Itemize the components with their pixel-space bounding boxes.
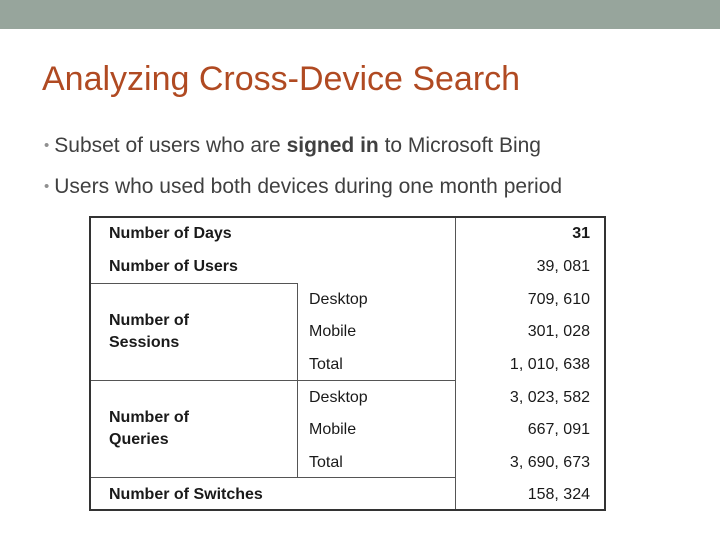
days-value: 31	[572, 225, 590, 242]
column-divider	[455, 218, 456, 509]
stats-table	[89, 216, 606, 511]
queries-desktop-label: Desktop	[309, 389, 368, 406]
switches-value: 158, 324	[527, 486, 590, 503]
sessions-total-label: Total	[309, 356, 343, 373]
sessions-desktop-label: Desktop	[309, 291, 368, 308]
sessions-mobile-value: 301, 028	[527, 323, 590, 340]
bullet-text: Subset of users who are	[54, 134, 287, 157]
queries-total-label: Total	[309, 454, 343, 471]
bullet-text: to Microsoft Bing	[378, 134, 541, 157]
bullet-dot-icon: •	[44, 137, 50, 154]
bullet-dot-icon: •	[44, 178, 50, 195]
queries-mobile-value: 667, 091	[527, 421, 590, 438]
queries-mobile-label: Mobile	[309, 421, 357, 438]
users-value: 39, 081	[536, 258, 590, 275]
row-divider	[91, 283, 297, 284]
bullet-list	[44, 131, 562, 213]
users-label: Number of Users	[109, 258, 238, 275]
bullet-bold-text: signed in	[286, 134, 379, 157]
queries-desktop-value: 3, 023, 582	[509, 389, 590, 406]
row-divider	[91, 477, 455, 478]
days-label: Number of Days	[109, 225, 232, 242]
bullet-text: Users who used both devices during one month period	[54, 175, 563, 198]
sessions-label: Number of Sessions	[109, 312, 189, 351]
sessions-desktop-value: 709, 610	[527, 291, 590, 308]
bullet-item	[44, 172, 562, 213]
row-divider	[91, 380, 455, 381]
bullet-item	[44, 131, 562, 172]
sessions-mobile-label: Mobile	[309, 323, 357, 340]
switches-label: Number of Switches	[109, 486, 263, 503]
queries-total-value: 3, 690, 673	[509, 454, 590, 471]
top-decor-bar	[0, 0, 720, 29]
slide-title: Analyzing Cross-Device Search	[42, 60, 521, 98]
sessions-total-value: 1, 010, 638	[509, 356, 590, 373]
queries-label: Number of Queries	[109, 409, 189, 448]
